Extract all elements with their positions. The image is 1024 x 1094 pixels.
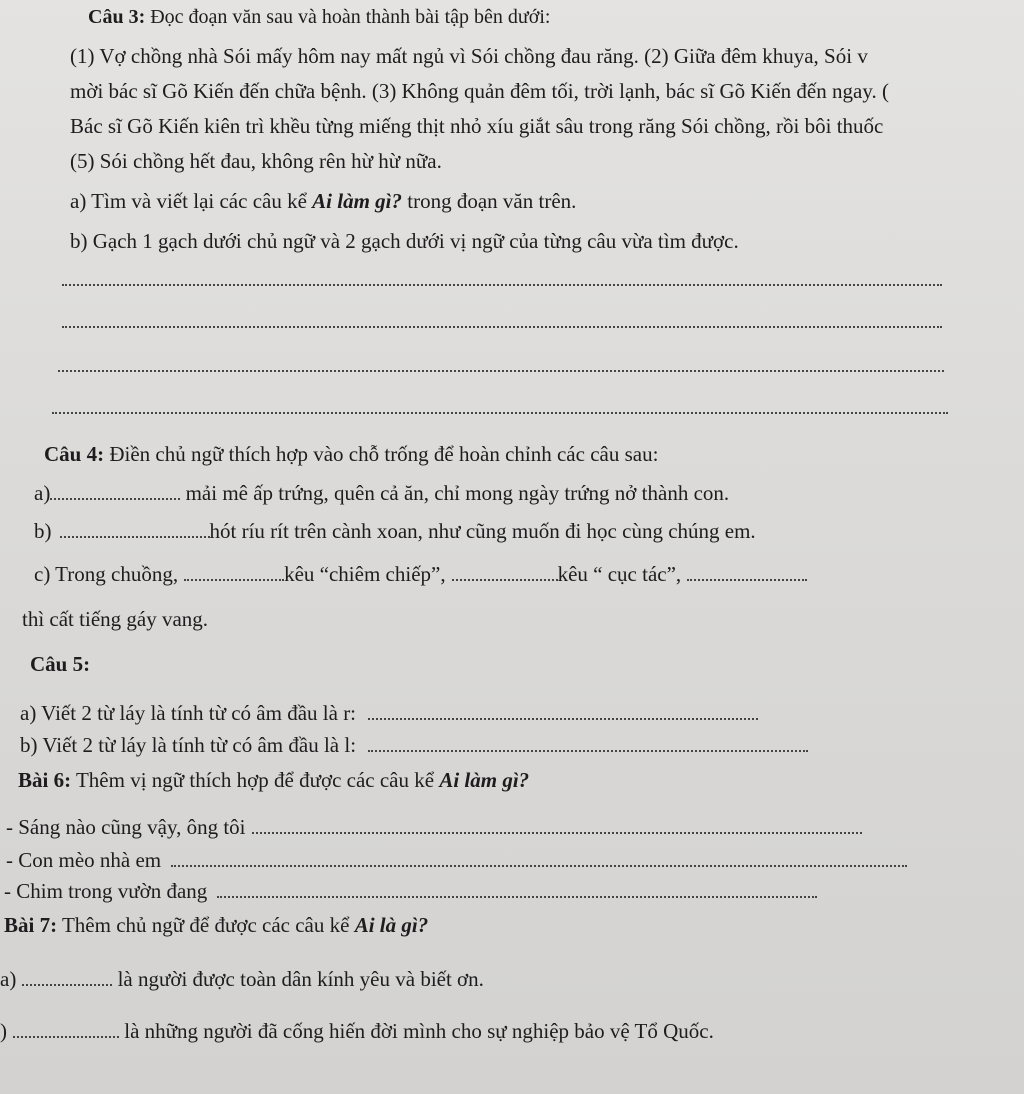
cau4-b-label: b) bbox=[34, 519, 52, 543]
bai6-l1-blank[interactable] bbox=[252, 814, 862, 834]
cau5-a-blank[interactable] bbox=[368, 700, 758, 720]
cau4-title: Câu 4: bbox=[44, 442, 105, 466]
bai6-l2-text: - Con mèo nhà em bbox=[6, 848, 162, 872]
answer-line-2[interactable] bbox=[62, 326, 942, 328]
bai7-a-text: là người được toàn dân kính yêu và biết ơn. bbox=[112, 967, 484, 991]
cau4-b-blank[interactable] bbox=[60, 518, 210, 538]
bai7-title: Bài 7: bbox=[4, 913, 58, 937]
cau4-instruction: Điền chủ ngữ thích hợp vào chỗ trống để hoàn chỉnh các câu sau: bbox=[104, 442, 659, 466]
cau3-question-a bbox=[70, 188, 576, 214]
bai6-line-1 bbox=[6, 814, 862, 840]
cau3-a-text-end: trong đoạn văn trên. bbox=[402, 189, 577, 213]
bai7-heading bbox=[4, 912, 428, 938]
cau3-paragraph-line-1: (1) Vợ chồng nhà Sói mấy hôm nay mất ngủ vì Sói chồng đau răng. (2) Giữa đêm khuya, Sói v bbox=[70, 44, 868, 68]
cau4-c-blank-1[interactable] bbox=[184, 561, 284, 581]
bai7-a-label: a) bbox=[0, 967, 17, 991]
cau4-c-mid2: kêu “ cục tác”, bbox=[557, 562, 682, 586]
cau3-paragraph-line-4: (5) Sói chồng hết đau, không rên hừ hừ nữa. bbox=[70, 149, 442, 173]
cau4-b-text: hót ríu rít trên cành xoan, như cũng muốn đi học cùng chúng em. bbox=[209, 519, 756, 543]
bai7-item-b bbox=[0, 1018, 714, 1044]
bai6-emphasis: Ai làm gì? bbox=[439, 768, 530, 792]
answer-line-3[interactable] bbox=[58, 370, 944, 372]
bai6-l3-text: - Chim trong vườn đang bbox=[4, 879, 208, 903]
bai6-instruction: Thêm vị ngữ thích hợp để được các câu kể bbox=[71, 768, 440, 792]
cau3-instruction: Đọc đoạn văn sau và hoàn thành bài tập bên dưới: bbox=[145, 6, 551, 28]
bai6-heading bbox=[18, 767, 529, 793]
cau5-b-blank[interactable] bbox=[368, 732, 808, 752]
cau5-title: Câu 5: bbox=[30, 652, 91, 676]
bai6-line-2 bbox=[6, 847, 907, 873]
answer-line-4[interactable] bbox=[52, 412, 948, 414]
cau3-a-emphasis: Ai làm gì? bbox=[312, 189, 403, 213]
cau4-c-text: c) Trong chuồng, bbox=[34, 562, 179, 586]
cau4-item-a bbox=[34, 480, 729, 506]
cau4-c-mid1: kêu “chiêm chiếp”, bbox=[284, 562, 446, 586]
answer-line-1[interactable] bbox=[62, 284, 942, 286]
cau3-paragraph-line-3: Bác sĩ Gõ Kiến kiên trì khều từng miếng thịt nhỏ xíu giắt sâu trong răng Sói chồng, rồi bôi thuốc bbox=[70, 114, 884, 138]
bai7-emphasis: Ai là gì? bbox=[354, 913, 429, 937]
cau4-heading bbox=[44, 441, 658, 467]
cau4-a-label: a) bbox=[34, 481, 51, 505]
bai6-title: Bài 6: bbox=[18, 768, 72, 792]
cau5-a-text: a) Viết 2 từ láy là tính từ có âm đầu là r: bbox=[20, 701, 357, 725]
cau3-a-text: a) Tìm và viết lại các câu kể bbox=[70, 189, 313, 213]
cau3-paragraph-line-2: mời bác sĩ Gõ Kiến đến chữa bệnh. (3) Không quản đêm tối, trời lạnh, bác sĩ Gõ Kiến đến ngay. ( bbox=[70, 79, 889, 103]
bai7-item-a bbox=[0, 966, 484, 992]
bai6-l3-blank[interactable] bbox=[217, 878, 817, 898]
cau5-item-a bbox=[20, 700, 758, 726]
bai7-a-blank[interactable] bbox=[22, 966, 112, 986]
cau4-a-text: mải mê ấp trứng, quên cả ăn, chỉ mong ngày trứng nở thành con. bbox=[180, 481, 730, 505]
bai6-line-3 bbox=[4, 878, 817, 904]
cau3-question-b: b) Gạch 1 gạch dưới chủ ngữ và 2 gạch dưới vị ngữ của từng câu vừa tìm được. bbox=[70, 229, 739, 253]
bai7-b-blank[interactable] bbox=[13, 1018, 119, 1038]
cau4-item-c bbox=[34, 561, 807, 587]
cau4-c-blank-3[interactable] bbox=[687, 561, 807, 581]
cau3-heading bbox=[88, 4, 550, 30]
cau3-title: Câu 3: bbox=[88, 6, 146, 28]
cau4-c-continuation: thì cất tiếng gáy vang. bbox=[22, 607, 209, 631]
cau4-c-blank-2[interactable] bbox=[452, 561, 558, 581]
cau4-item-b bbox=[34, 518, 756, 544]
cau4-a-blank[interactable] bbox=[50, 480, 180, 500]
bai6-l1-text: - Sáng nào cũng vậy, ông tôi bbox=[6, 815, 246, 839]
bai7-b-label: ) bbox=[0, 1019, 7, 1043]
bai7-b-text: là những người đã cống hiến đời mình cho sự nghiệp bảo vệ Tổ Quốc. bbox=[119, 1019, 714, 1043]
cau5-b-text: b) Viết 2 từ láy là tính từ có âm đầu là l: bbox=[20, 733, 357, 757]
cau5-item-b bbox=[20, 732, 808, 758]
bai7-instruction: Thêm chủ ngữ để được các câu kể bbox=[57, 913, 355, 937]
bai6-l2-blank[interactable] bbox=[171, 847, 907, 867]
